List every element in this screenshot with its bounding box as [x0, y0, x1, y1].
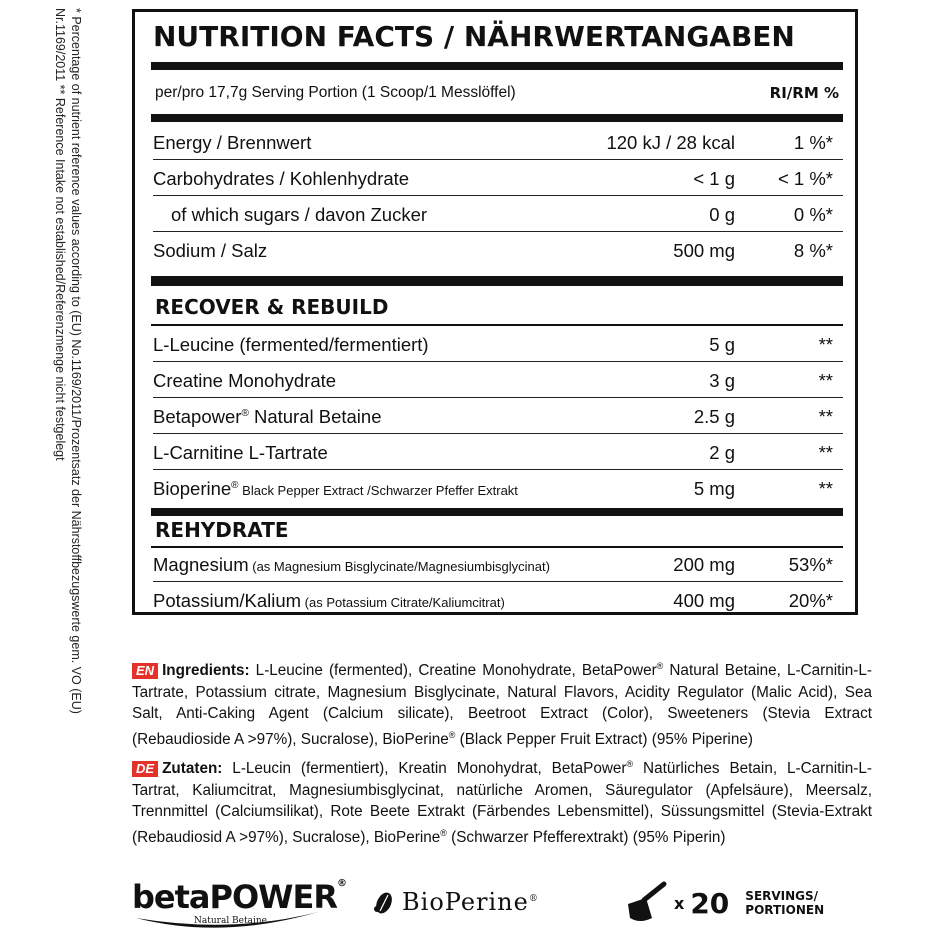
sodium-divider [151, 276, 843, 286]
servings-badge [622, 880, 824, 926]
footnote-rotated [52, 8, 84, 714]
lang-tag-en: EN [132, 663, 158, 679]
ingredients-de: DE Zutaten: L-Leucin (fermentiert), Kreatin Monohydrat, BetaPower® Natürliches Betain, L-Carnitin-L-Tartrat, Kaliumcitrat, Magnesiumbisglycinat, natürliche Aromen, Säuregulator (Apfelsäure), Meersalz, Trennmittel (Calciumsilikat), Rote Beete Extrakt (Färbendes Lebensmittel), Süssungsmittel (Stevia-Extrakt (Rebaudiosid A >97%), Sucralose), BioPerine® (Schwarzer Pfefferextrakt) (95% Piperin) [132, 759, 872, 846]
scoop-icon [622, 880, 668, 926]
serving-divider [151, 114, 843, 122]
servings-x: x [674, 893, 685, 913]
nutrient-row-sugars: of which sugars / davon Zucker 0 g 0 %* [153, 198, 843, 232]
recover-row-leucine: L-Leucine (fermented/fermentiert) 5 g ** [153, 328, 843, 362]
ingredients-en: EN Ingredients: L-Leucine (fermented), Creatine Monohydrate, BetaPower® Natural Betaine, L-Carnitin-L-Tartrate, Potassium citrate, Magnesium Bisglycinate, Natural Flavors, Acidity Regulator (Malic Acid), Sea Salt, Anti-Caking Agent (Calcium silicate), Beetroot Extract (Color), Sweeteners (Stevia Extract (Rebaudioside A >97%), Sucralose), BioPerine® (Black Pepper Fruit Extract) (95% Piperine) [132, 661, 872, 748]
serving-row [155, 84, 839, 102]
section-heading-recover: RECOVER & REBUILD [155, 295, 389, 319]
pepper-leaf-icon [372, 889, 396, 915]
nutrient-row-energy: Energy / Brennwert 120 kJ / 28 kcal 1 %* [153, 126, 843, 160]
recover-row-creatine: Creatine Monohydrate 3 g ** [153, 364, 843, 398]
lang-tag-de: DE [132, 761, 158, 777]
nutrient-row-carbohydrates: Carbohydrates / Kohlenhydrate < 1 g < 1 %* [153, 162, 843, 196]
nutrition-facts-panel [132, 9, 858, 615]
footnote-line-2: Nr.1169/2011 ** Reference Intake not established/Referenzmenge nicht festgelegt [53, 8, 67, 461]
betapower-subtitle: Natural Betaine [194, 916, 267, 926]
ingredients-en-heading: Ingredients: [162, 662, 250, 680]
recover-divider [151, 324, 843, 326]
ingredients-de-heading: Zutaten: [162, 760, 223, 778]
ri-header: RI/RM % [769, 84, 839, 102]
serving-size: per/pro 17,7g Serving Portion (1 Scoop/1 Messlöffel) [155, 84, 516, 101]
recover-row-betapower: Betapower® Natural Betaine 2.5 g ** [153, 400, 843, 434]
bioperine-logo: BioPerine® [372, 888, 539, 916]
ingredients-block [132, 656, 872, 852]
footnote-line-1: * Percentage of nutrient reference values according to (EU) No.1169/2011/Prozentsatz der Nährstoffbezugswerte gem. VO (EU) [69, 8, 83, 714]
nutrient-row-sodium: Sodium / Salz 500 mg 8 %* [153, 240, 833, 261]
recover-row-carnitine: L-Carnitine L-Tartrate 2 g ** [153, 436, 843, 470]
section-heading-rehydrate: REHYDRATE [155, 518, 289, 542]
recover-row-bioperine: Bioperine® Black Pepper Extract /Schwarzer Pfeffer Extrakt 5 mg ** [153, 478, 833, 499]
servings-count: 20 [690, 886, 730, 920]
servings-label: SERVINGS/ PORTIONEN [745, 889, 825, 917]
panel-title: NUTRITION FACTS / NÄHRWERTANGABEN [153, 20, 795, 53]
title-divider [151, 62, 843, 70]
rehydrate-row-magnesium: Magnesium (as Magnesium Bisglycinate/Magnesiumbisglycinat) 200 mg 53%* [153, 548, 843, 582]
betapower-logo: betaPOWER® Natural Betaine [132, 878, 346, 916]
bioperine-divider [151, 508, 843, 516]
rehydrate-row-potassium: Potassium/Kalium (as Potassium Citrate/Kaliumcitrat) 400 mg 20%* [153, 590, 833, 611]
